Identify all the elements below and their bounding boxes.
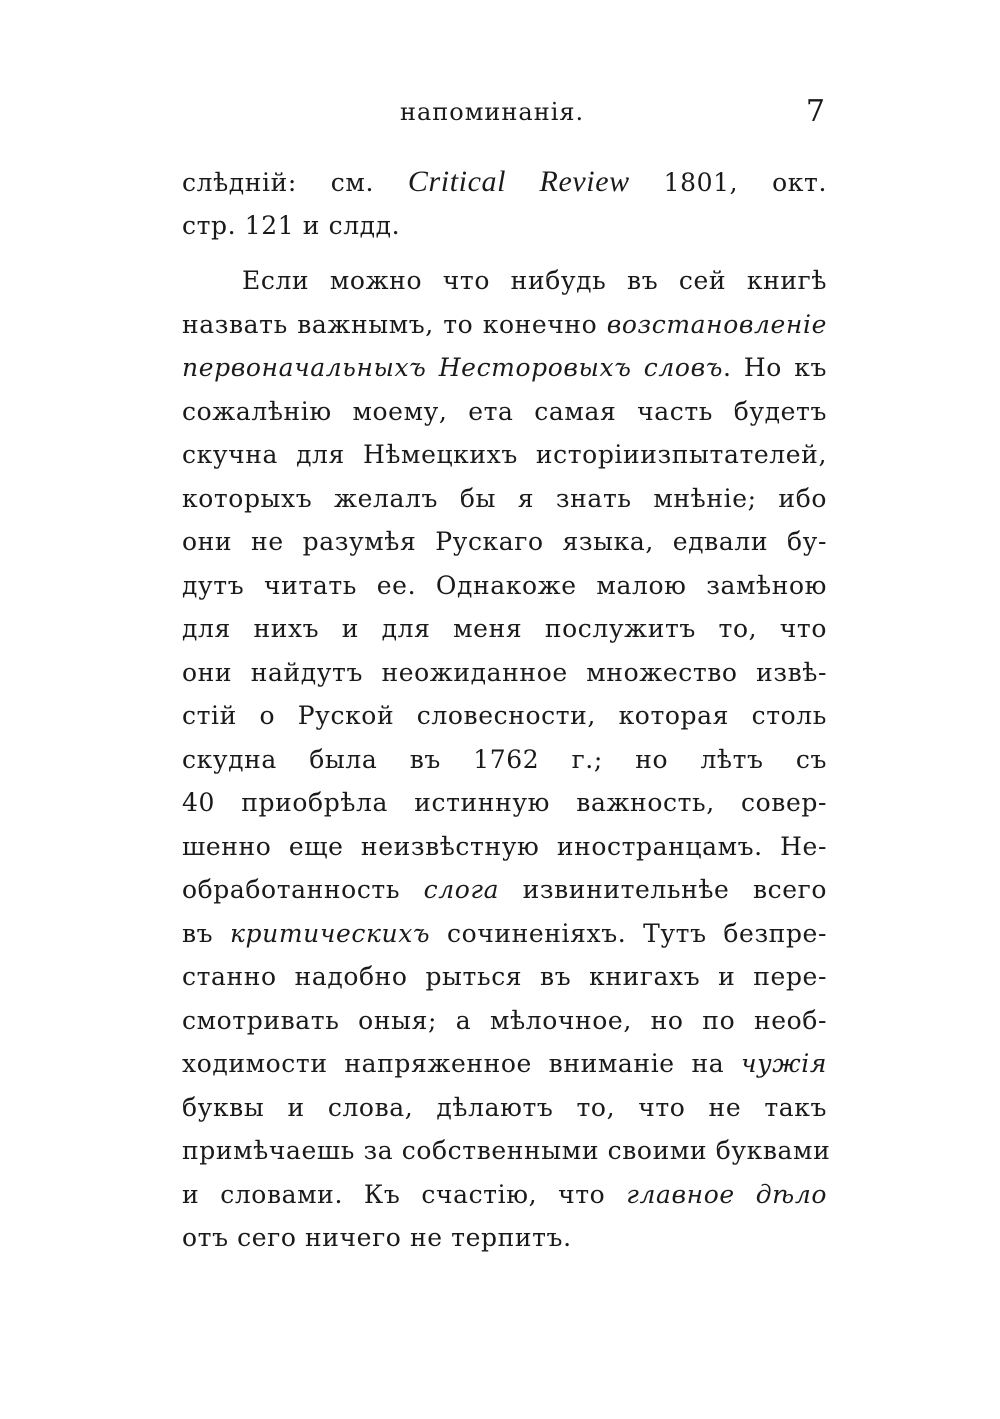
text-line-8: которыхъ желалъ бы я знать мнѣніе; ибо [182,483,827,513]
text-line-9: они не разумѣя Рускаго языка, едвали бу- [182,527,827,556]
text-line-7: скучна для Нѣмецкихъ исторіиизпытателей, [182,440,827,469]
text-line-22: буквы и слова, дѣлаютъ то, что не такъ [182,1092,827,1122]
italic-phrase: критическихъ [230,918,431,948]
text-line-20: смотривать оныя; а мѣлочное, но по необ- [182,1005,827,1035]
text-line-21: ходимости напряженное вниманіе на чужія [182,1049,827,1078]
text-line-15: 40 приобрѣла истинную важность, совер- [182,788,827,817]
italic-phrase: первоначальныхъ Несторовыхъ словъ [182,353,723,382]
page-number: 7 [805,94,825,129]
italic-phrase: главное дѣло [626,1179,827,1209]
text-line-19: станно надобно рыться въ книгахъ и пере- [182,962,827,991]
text-line-25: отъ сего ничего не терпитъ. [182,1223,572,1252]
text-line-10: дутъ читать ее. Однакоже малою замѣною [182,570,827,600]
text-line-5: первоначальныхъ Несторовыхъ словъ. Но къ [182,353,827,382]
running-head: напоминанія. [400,98,585,126]
text-line-6: сожалѣнію моему, ета самая часть будетъ [182,396,827,426]
text-line-14: скудна была въ 1762 г.; но лѣтъ съ [182,744,827,774]
text-line-24: и словами. Къ счастію, что главное дѣло [182,1179,827,1209]
text-line-4: назвать важнымъ, то конечно возстановленіе [182,309,827,339]
text-line-1: слѣдній: см. Critical Review 1801, окт. [182,165,827,198]
text-line-23: примѣчаешь за собственными своими буквами [182,1136,831,1165]
journal-title: Critical Review [407,165,630,198]
body-text [182,160,831,1260]
italic-phrase: слога [423,875,500,904]
text-line-12: они найдутъ неожиданное множество извѣ- [182,657,827,687]
text-line-17: обработанность слога извинительнѣе всего [182,875,827,904]
text-line-2: стр. 121 и слдд. [182,210,401,240]
text-line-18: въ критическихъ сочиненіяхъ. Тутъ безпре- [182,918,827,948]
italic-phrase: чужія [740,1049,827,1078]
italic-phrase: возстановленіе [606,309,827,339]
text-line-13: стій о Руской словесности, которая столь [182,701,827,730]
paragraph-start-line: Если можно что нибудь въ сей книгѣ [242,266,827,295]
text-line-11: для нихъ и для меня послужитъ то, что [182,614,827,643]
page-header [180,94,825,138]
text-line-16: шенно еще неизвѣстную иностранцамъ. Не- [182,831,827,861]
